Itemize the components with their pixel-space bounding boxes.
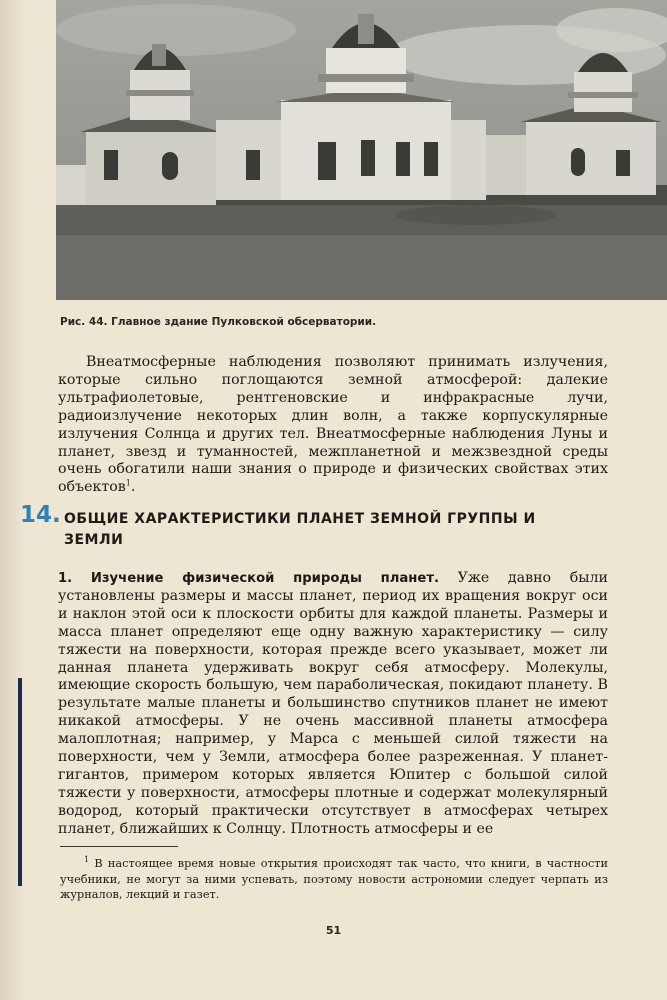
section-title: ОБЩИЕ ХАРАКТЕРИСТИКИ ПЛАНЕТ ЗЕМНОЙ ГРУППЫ И ЗЕМЛИ [64, 511, 536, 548]
footnote [60, 856, 608, 903]
footnote-text: В настоящее время новые открытия происходят так часто, что книги, в частности учебники, не могут за ними успевать, поэтому новости астрономии следует черпать из журналов, лекций и газет. [60, 857, 608, 901]
margin-ink-mark [18, 678, 22, 886]
footnote-reference[interactable]: 1 [125, 478, 131, 488]
section-number: 14. [20, 502, 61, 528]
observatory-illustration [56, 0, 667, 300]
subsection-paragraph [58, 570, 608, 839]
footnote-divider [60, 846, 178, 847]
subsection-heading: 1. Изучение физической природы планет. [58, 571, 440, 586]
figure-caption: Рис. 44. Главное здание Пулковской обсерватории. [60, 316, 377, 328]
footnote-marker: 1 [84, 855, 90, 865]
observatory-photo [56, 0, 667, 300]
page-number: 51 [325, 924, 342, 937]
intro-paragraph: Внеатмосферные наблюдения позволяют принимать излучения, которые сильно поглощаются земной атмосферой: далекие ультрафиолетовые, рентгеновские и инфракрасные лучи, радиоизлучение некоторых длин волн, а также корпускулярные излучения Солнца и других тел. Внеатмосферные наблюдения Луны и планет, звезд и туманностей, межпланетной и межзвездной среды очень обогатили наши знания о природе и физических свойствах этих объектов$^1$. [58, 354, 608, 496]
subsection-text: Уже давно были установлены размеры и массы планет, период их вращения вокруг оси и наклон этой оси к плоскости орбиты для каждой планеты. Размеры и масса планет определяют еще одну важную характеристику — силу тяжести на поверхности, которая прежде всего указывает, может ли данная планета удерживать вокруг себя атмосферу. Молекулы, имеющие скорость большую, чем параболическая, покидают планету. В результате малые планеты и большинство спутников планет не имеют никакой атмосферы. У не очень массивной планеты атмосфера малоплотная; например, у Марса с меньшей силой тяжести на поверхности, чем у Земли, атмосфера более разреженная. У планет-гигантов, примером которых является Юпитер с большой силой тяжести у поверхности, атмосферы плотные и содержат молекулярный водород, который практически отсутствует в атмосферах четырех планет, ближайших к Солнцу. Плотность атмосферы и ее [58, 570, 608, 837]
intro-paragraph-text: Внеатмосферные наблюдения позволяют принимать излучения, которые сильно поглощаются земной атмосферой: далекие ультрафиолетовые, рентгеновские и инфракрасные лучи, радиоизлучение некоторых длин волн, а также корпускулярные излучения Солнца и других тел. Внеатмосферные наблюдения Луны и планет, звезд и туманностей, межпланетной и межзвездной среды очень обогатили наши знания о природе и физических свойствах этих объектов [58, 354, 608, 496]
